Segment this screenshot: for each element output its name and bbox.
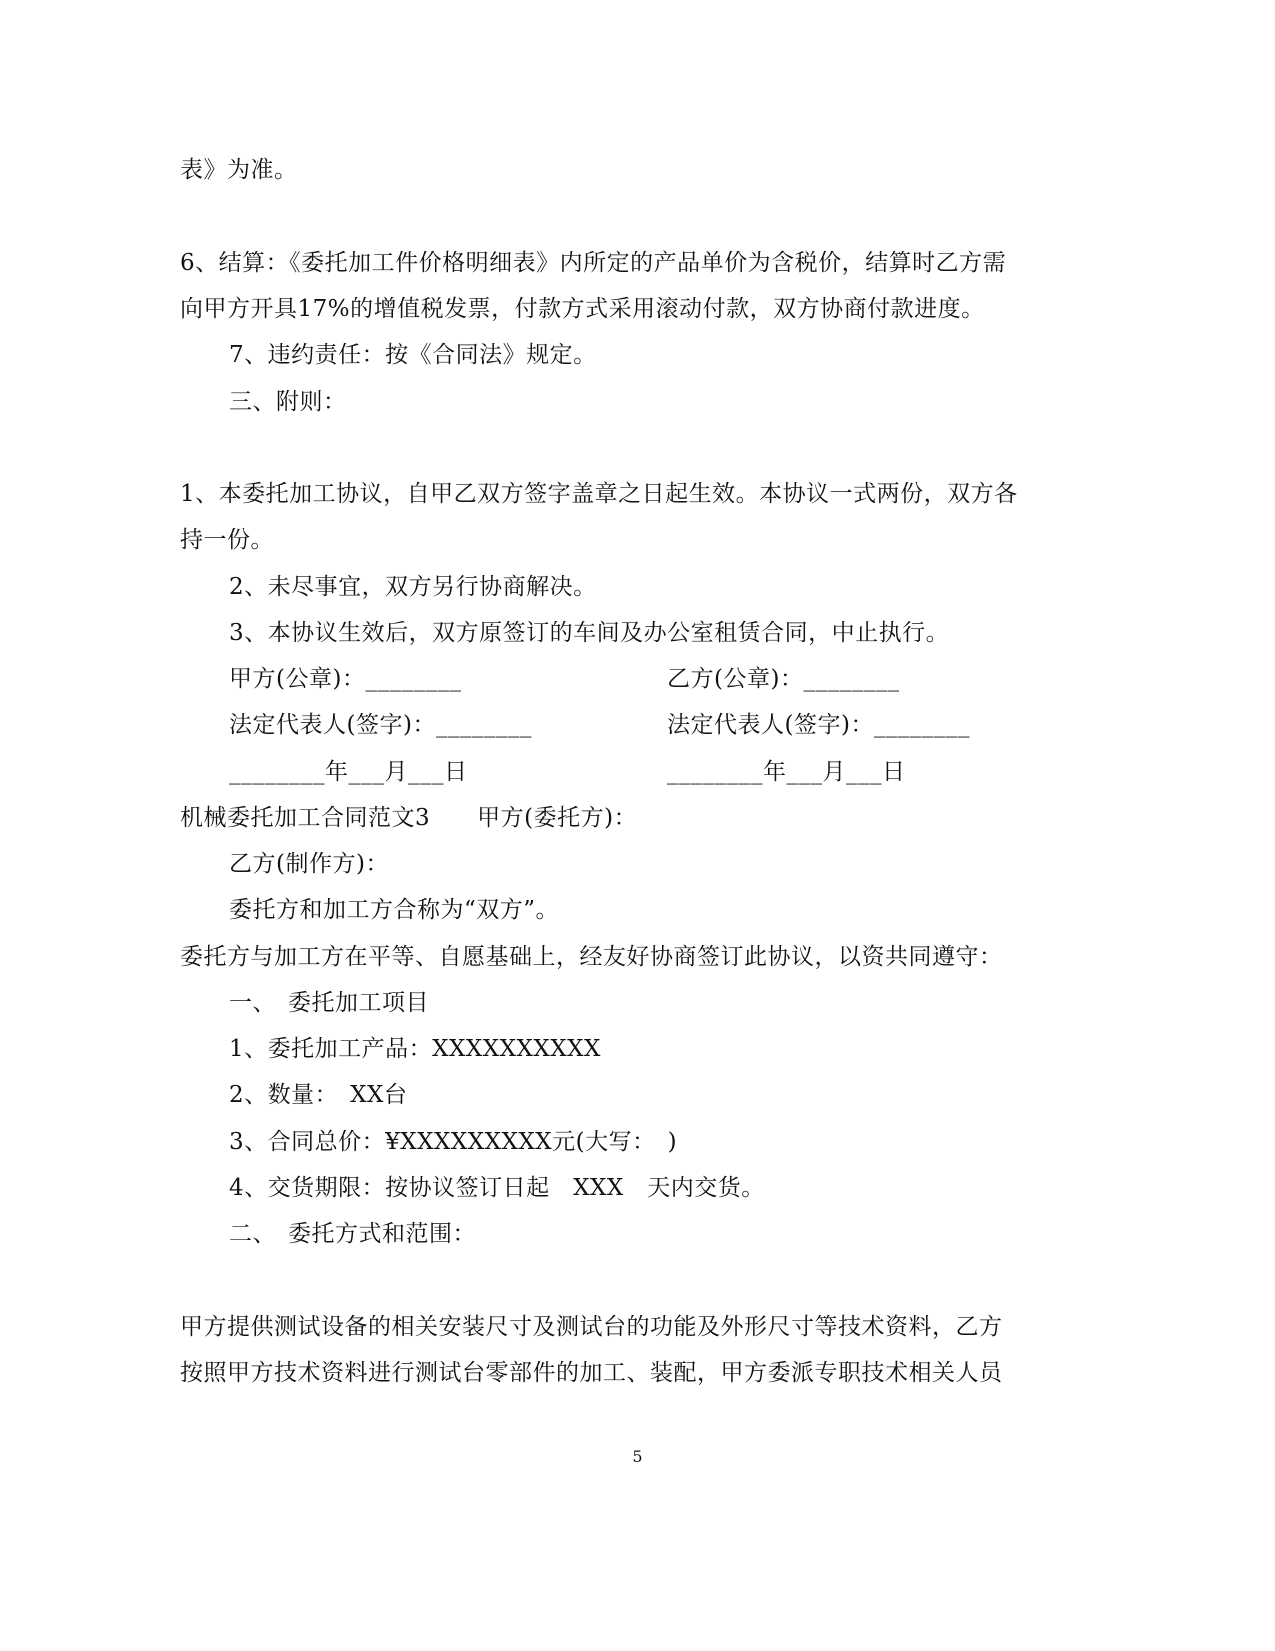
section-heading: 一、 委托加工项目 bbox=[229, 990, 429, 1016]
text-line: 3、本协议生效后，双方原签订的车间及办公室租赁合同，中止执行。 bbox=[229, 620, 950, 646]
party-a-date-field: ________年___月___日 bbox=[229, 759, 468, 785]
list-item: 2、数量： XX台 bbox=[229, 1082, 408, 1108]
text-line: 向甲方开具17%的增值税发票，付款方式采用滚动付款，双方协商付款进度。 bbox=[180, 296, 985, 322]
text-line: 委托方与加工方在平等、自愿基础上，经友好协商签订此协议，以资共同遵守： bbox=[180, 944, 1003, 970]
text-line: 甲方提供测试设备的相关安装尺寸及测试台的功能及外形尺寸等技术资料，乙方 bbox=[180, 1314, 1003, 1340]
party-a-seal-field: 甲方(公章)：________ bbox=[229, 666, 462, 692]
party-a-representative-field: 法定代表人(签字)：________ bbox=[229, 712, 532, 738]
text-line: 1、本委托加工协议，自甲乙双方签字盖章之日起生效。本协议一式两份，双方各 bbox=[180, 481, 1018, 507]
text-line: 持一份。 bbox=[180, 527, 274, 553]
list-item: 1、委托加工产品：XXXXXXXXXX bbox=[229, 1036, 601, 1062]
page-number: 5 bbox=[632, 1447, 643, 1466]
text-line: 表》为准。 bbox=[180, 157, 298, 183]
party-b-seal-field: 乙方(公章)：________ bbox=[667, 666, 900, 692]
text-line: 委托方和加工方合称为“双方”。 bbox=[229, 897, 560, 923]
text-line: 乙方(制作方)： bbox=[229, 851, 389, 877]
contract-title-line: 机械委托加工合同范文3 甲方(委托方)： bbox=[180, 805, 638, 831]
list-item: 4、交货期限：按协议签订日起 XXX 天内交货。 bbox=[229, 1175, 765, 1201]
section-heading: 二、 委托方式和范围： bbox=[229, 1221, 476, 1247]
party-b-date-field: ________年___月___日 bbox=[667, 759, 906, 785]
text-line: 6、结算：《委托加工件价格明细表》内所定的产品单价为含税价，结算时乙方需 bbox=[180, 250, 1007, 276]
text-line: 2、未尽事宜，双方另行协商解决。 bbox=[229, 574, 597, 600]
text-line: 7、违约责任：按《合同法》规定。 bbox=[229, 342, 597, 368]
party-b-representative-field: 法定代表人(签字)：________ bbox=[667, 712, 970, 738]
list-item: 3、合同总价：¥XXXXXXXXX元(大写： ) bbox=[229, 1129, 678, 1155]
section-heading: 三、附则： bbox=[229, 389, 347, 415]
text-line: 按照甲方技术资料进行测试台零部件的加工、装配，甲方委派专职技术相关人员 bbox=[180, 1360, 1003, 1386]
